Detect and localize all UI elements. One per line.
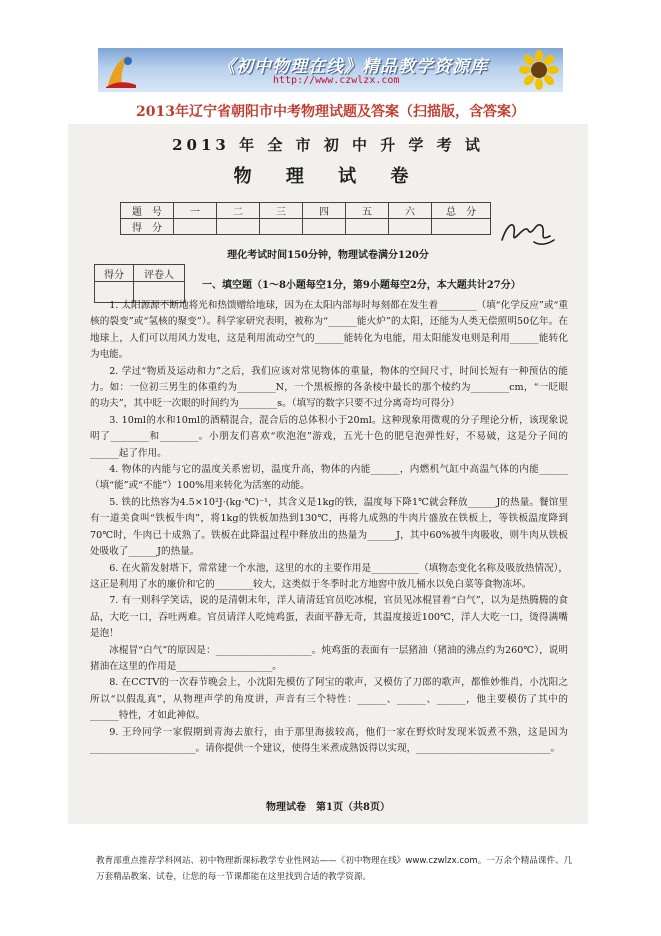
question-item: 8. 在CCTV的一次春节晚会上，小沈阳先模仿了阿宝的歌声，又模仿了刀郎的歌声，都惟妙惟肖，小沈阳之所以“以假乱真”，从物理声学的角度讲，声音有三个特性：______、______、______，他主要模仿了其中的______特性，才如此神似。 [90, 677, 568, 722]
score-table-score-row [121, 219, 491, 235]
exam-info: 理化考试时间150分钟，物理试卷满分120分 [227, 250, 429, 261]
question-item: 1. 太阳源源不断地将光和热馈赠给地球，因为在太阳内部每时每刻都在发生着________（填“化学反应”或“重核的裂变”或“氢核的聚变”）。科学家研究表明，被称为“______能火炉”的太阳，还能为人类无偿照明50亿年。在地球上，人们可以用风力发电，这是利用流动空气的______能转化为电能，用太阳能发电则是利用______能转化为电能。 [90, 300, 568, 361]
banner-url-link[interactable]: http://www.czwlzx.com [273, 75, 400, 86]
score-header-cell: 五 [346, 203, 389, 219]
score-header-cell: 题 号 [121, 203, 174, 219]
score-cell [346, 219, 389, 235]
question-item: 4. 物体的内能与它的温度关系密切，温度升高，物体的内能______，内燃机气缸中高温气体的内能______（填“能”或“不能”）100%用来转化为活塞的动能。 [90, 464, 568, 492]
score-row-label: 得 分 [121, 219, 174, 235]
grader-name-label: 评卷人 [134, 265, 185, 282]
site-logo-icon [102, 51, 138, 89]
handwritten-signature-icon [498, 216, 558, 250]
scanned-exam-page [68, 124, 588, 824]
page-footer: 物理试卷 第1页（共8页） [266, 802, 390, 813]
score-header-cell: 一 [174, 203, 217, 219]
score-cell [389, 219, 432, 235]
banner-title: 《初中物理在线》精品教学资源库 [218, 57, 488, 77]
score-header-cell: 总 分 [432, 203, 491, 219]
score-table-header-row [121, 203, 491, 219]
bottom-note: 教育部重点推荐学科网站、初中物理新课标教学专业性网站——《初中物理在线》www.czwlzx.com。一万余个精品课件、几万套精品教案、试卷，让您的每一节课都能在这里找到合适的教学资源。 [96, 856, 573, 882]
question-item: 冰棍冒“白气”的原因是：____________________。炖鸡蛋的表面有一层猪油（猪油的沸点约为260℃），说明猪油在这里的作用是____________________。 [90, 644, 568, 672]
score-cell [260, 219, 303, 235]
site-banner [98, 48, 563, 92]
document-title: 2013年辽宁省朝阳市中考物理试题及答案（扫描版，含答案） [136, 104, 525, 120]
score-header-cell: 二 [217, 203, 260, 219]
question-list [90, 298, 568, 757]
score-cell [217, 219, 260, 235]
question-item: 7. 有一则科学笑话，说的是清朝末年，洋人请清廷官员吃冰棍，官员见冰棍冒着“白气”，以为是热腾腾的食品，大吃一口，吞吐两难。官员请洋人吃炖鸡蛋，表面平静无奇，其温度接近100℃，洋人大吃一口，烫得满嘴是泡！ [90, 595, 568, 640]
section-heading: 一、填空题（1～8小题每空1分，第9小题每空2分，本大题共计27分） [202, 280, 521, 291]
score-cell [432, 219, 491, 235]
question-item: 6. 在火箭发射塔下，常常建一个水池，这里的水的主要作用是__________（填物态变化名称及吸放热情况），这正是利用了水的廉价和它的________较大，这类似于冬季时北方地窖中放几桶水以免白菜等食物冻坏。 [90, 562, 568, 590]
score-table [120, 202, 491, 235]
score-header-cell: 四 [303, 203, 346, 219]
grader-score-label: 得分 [95, 265, 134, 282]
score-header-cell: 六 [389, 203, 432, 219]
sunflower-icon [519, 50, 559, 90]
question-item: 5. 铁的比热容为4.5×10²J·(kg·℃)⁻¹，其含义是1kg的铁，温度每下降1℃就会释放______J的热量。餐馆里有一道美食叫“铁板牛肉”，将1kg的铁板加热到130℃，再将九成熟的牛肉片盛放在铁板上，等铁板温度降到70℃时，牛肉已十成熟了。铁板在此降温过程中释放出的热量为______J，其中60%被牛肉吸收，则牛肉从铁板处吸收了______J的热量。 [90, 496, 568, 558]
exam-subject: 物 理 试 卷 [233, 166, 423, 187]
question-item: 3. 10ml的水和10ml的酒精混合，混合后的总体积小于20ml。这种现象用微观的分子理论分析，该现象说明了________和________。小朋友们喜欢“吹泡泡”游戏，五光十色的肥皂泡弹性好，不易破，这是分子间的______起了作用。 [90, 414, 568, 459]
score-cell [303, 219, 346, 235]
question-item: 9. 王玲同学一家假期到青海去旅行，由于那里海拔较高，他们一家在野炊时发现米饭煮不熟，这是因为______________________。请你提供一个建议，使得生米煮成熟饭得以实现，____________________________。 [90, 726, 568, 754]
score-header-cell: 三 [260, 203, 303, 219]
score-cell [174, 219, 217, 235]
exam-title: 2013 年 全 市 初 中 升 学 考 试 [172, 136, 484, 154]
question-item: 2. 学过“物质及运动和力”之后，我们应该对常见物体的重量，物体的空间尺寸，时间长短有一种预估的能力。如：一位初三男生的体重约为________N，一个黑板擦的各条棱中最长的那个棱约为________cm，“一眨眼的功夫”，其中眨一次眼的时间约为________s。（填写的数字只要不过分离奇均可得分） [90, 365, 568, 410]
